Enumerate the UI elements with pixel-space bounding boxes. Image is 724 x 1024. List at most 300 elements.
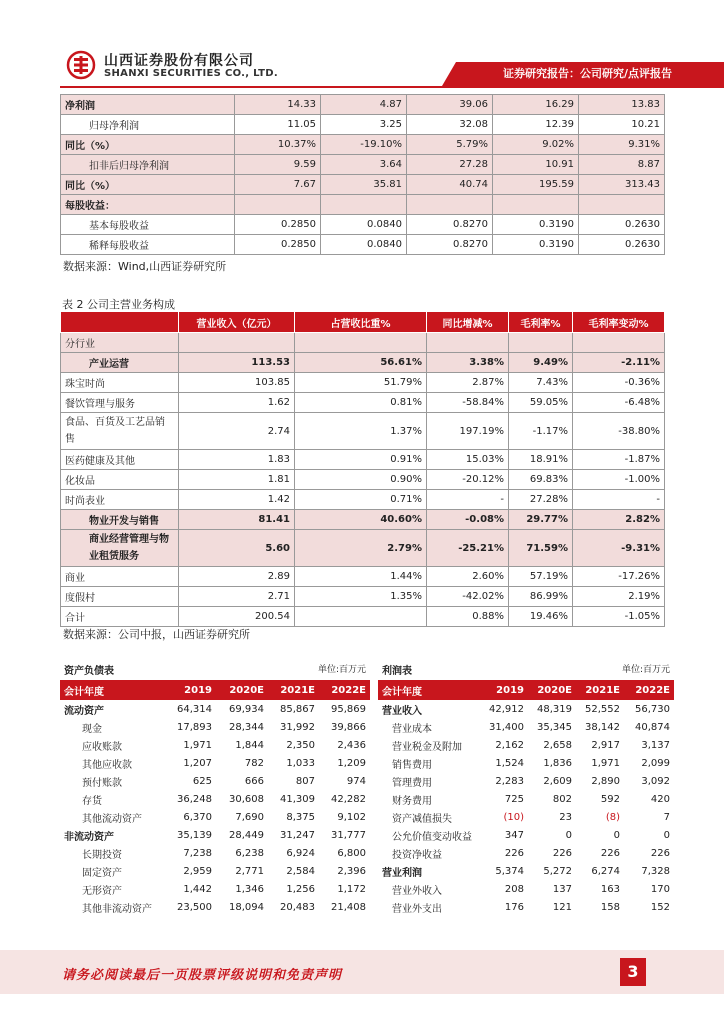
table-cell: 7.67: [235, 175, 321, 195]
table-cell: 81.41: [179, 510, 295, 530]
table-cell: 0.2630: [579, 215, 665, 235]
row-label: 应收账款: [82, 741, 122, 753]
table-cell: -: [427, 490, 509, 510]
table-cell: (8): [605, 811, 620, 823]
table-cell: 4.87: [321, 95, 407, 115]
table-cell: [573, 333, 665, 353]
report-type-banner: 证券研究报告：公司研究/点评报告: [456, 62, 724, 86]
table-cell: 121: [552, 901, 572, 913]
table-row: [60, 862, 370, 880]
row-label: 合计: [61, 607, 179, 627]
table-row: [61, 195, 665, 215]
row-label: 产业运营: [61, 353, 179, 373]
table-cell: 71.59%: [509, 530, 573, 567]
table-cell: 2,283: [495, 775, 524, 787]
table-cell: 18.91%: [509, 450, 573, 470]
row-label: 度假村: [61, 587, 179, 607]
row-label: 珠宝时尚: [61, 373, 179, 393]
table-cell: 95,869: [331, 703, 366, 715]
table-cell: [579, 195, 665, 215]
table-cell: 9.49%: [509, 353, 573, 373]
table-cell: 86.99%: [509, 587, 573, 607]
table-cell: 1.35%: [295, 587, 427, 607]
table-cell: 48,319: [537, 703, 572, 715]
table-row: [61, 490, 665, 510]
profit-summary-table: [60, 94, 665, 255]
table-cell: 42,282: [331, 793, 366, 805]
table-cell: 7,328: [641, 865, 670, 877]
table-cell: 42,912: [489, 703, 524, 715]
table-cell: 31,247: [280, 829, 315, 841]
table-cell: 0: [663, 829, 670, 841]
table-cell: 0.88%: [427, 607, 509, 627]
table-cell: 1,836: [543, 757, 572, 769]
income-statement-title: 利润表: [382, 666, 412, 677]
table-row: [378, 844, 674, 862]
table-row: [60, 826, 370, 844]
row-label: 物业开发与销售: [61, 510, 179, 530]
table-row: [61, 413, 665, 450]
table-cell: 1,172: [337, 883, 366, 895]
column-header: 同比增减%: [427, 312, 509, 333]
table-cell: 5,272: [543, 865, 572, 877]
table-row: [61, 155, 665, 175]
table-cell: 7.43%: [509, 373, 573, 393]
balance-sheet-unit: 单位:百万元: [317, 665, 366, 675]
table-cell: 3,092: [641, 775, 670, 787]
table-cell: 32.08: [407, 115, 493, 135]
table-cell: 13.83: [579, 95, 665, 115]
table-cell: 5,374: [495, 865, 524, 877]
table-cell: 28,344: [229, 721, 264, 733]
table-cell: 2,436: [337, 739, 366, 751]
table-row: [60, 718, 370, 736]
table-cell: [427, 333, 509, 353]
table-cell: 0.91%: [295, 450, 427, 470]
table-row: [60, 880, 370, 898]
table-row: [60, 772, 370, 790]
table-cell: 2,959: [183, 865, 212, 877]
header-row: [378, 680, 674, 700]
table-cell: 35.81: [321, 175, 407, 195]
table-cell: -1.00%: [573, 470, 665, 490]
table-cell: 12.39: [493, 115, 579, 135]
table-cell: 137: [552, 883, 572, 895]
table-cell: [321, 195, 407, 215]
table-cell: 7,690: [235, 811, 264, 823]
table-row: [378, 700, 674, 718]
row-label: 基本每股收益: [61, 215, 235, 235]
table-cell: 782: [244, 757, 264, 769]
table-cell: 56.61%: [295, 353, 427, 373]
table-cell: 10.91: [493, 155, 579, 175]
row-label: 公允价值变动收益: [392, 831, 472, 843]
table-cell: 35,345: [537, 721, 572, 733]
table-cell: 0.0840: [321, 215, 407, 235]
disclaimer-text: 请务必阅读最后一页股票评级说明和免责声明: [62, 968, 343, 983]
row-label: 预付账款: [82, 777, 122, 789]
table-cell: 28,449: [229, 829, 264, 841]
table-row: [60, 700, 370, 718]
table-cell: 0.2630: [579, 235, 665, 255]
table-cell: 2.82%: [573, 510, 665, 530]
table-cell: 208: [504, 883, 524, 895]
table-row: [60, 790, 370, 808]
table-row: [61, 450, 665, 470]
row-label: 同比（%）: [61, 135, 235, 155]
table-cell: -2.11%: [573, 353, 665, 373]
table-cell: [407, 195, 493, 215]
table-row: [378, 718, 674, 736]
row-label: 营业成本: [392, 723, 432, 735]
table-cell: 27.28: [407, 155, 493, 175]
table-cell: 52,552: [585, 703, 620, 715]
row-label: 投资净收益: [392, 849, 442, 861]
table-cell: 6,800: [337, 847, 366, 859]
table-cell: 2.74: [179, 413, 295, 450]
row-label: 时尚表业: [61, 490, 179, 510]
table-cell: 38,142: [585, 721, 620, 733]
table-cell: -: [573, 490, 665, 510]
table-cell: [179, 333, 295, 353]
table-cell: 16.29: [493, 95, 579, 115]
table-cell: 1.62: [179, 393, 295, 413]
table-cell: 1,207: [183, 757, 212, 769]
table-cell: 1.37%: [295, 413, 427, 450]
table-row: [61, 115, 665, 135]
table-cell: 85,867: [280, 703, 315, 715]
table-cell: 14.33: [235, 95, 321, 115]
row-label: 营业利润: [382, 867, 422, 879]
table-cell: 69.83%: [509, 470, 573, 490]
table-cell: 1.81: [179, 470, 295, 490]
table-cell: 7,238: [183, 847, 212, 859]
year-header: 2021E: [576, 680, 624, 700]
table-cell: 152: [650, 901, 670, 913]
table-cell: 2.79%: [295, 530, 427, 567]
table-cell: 6,924: [286, 847, 315, 859]
table-row: [60, 898, 370, 916]
row-label: 同比（%）: [61, 175, 235, 195]
year-header: 2022E: [319, 680, 370, 700]
table-cell: 11.05: [235, 115, 321, 135]
table-row: [378, 754, 674, 772]
table-row: [378, 772, 674, 790]
table-cell: -1.87%: [573, 450, 665, 470]
table-row: [60, 808, 370, 826]
table-cell: 30,608: [229, 793, 264, 805]
table-cell: 347: [504, 829, 524, 841]
table-cell: 6,370: [183, 811, 212, 823]
row-label: 每股收益：: [61, 195, 235, 215]
table-cell: 31,777: [331, 829, 366, 841]
table-row: [61, 530, 665, 567]
table-cell: 420: [650, 793, 670, 805]
table-cell: 15.03%: [427, 450, 509, 470]
table-cell: 1,524: [495, 757, 524, 769]
table-cell: [295, 607, 427, 627]
table-cell: 39,866: [331, 721, 366, 733]
income-statement-unit: 单位:百万元: [621, 665, 670, 675]
table-cell: 1,256: [286, 883, 315, 895]
table-cell: -20.12%: [427, 470, 509, 490]
table-cell: 40.74: [407, 175, 493, 195]
table-cell: (10): [503, 811, 524, 823]
table-cell: 1.42: [179, 490, 295, 510]
row-label: 食品、百货及工艺品销售: [61, 413, 179, 450]
table-cell: 1.44%: [295, 567, 427, 587]
table-cell: [493, 195, 579, 215]
table-cell: 158: [600, 901, 620, 913]
table-row: [61, 353, 665, 373]
table-cell: 5.79%: [407, 135, 493, 155]
table-cell: 10.21: [579, 115, 665, 135]
table-row: [61, 470, 665, 490]
year-header: 2021E: [268, 680, 319, 700]
page-header: [0, 0, 724, 92]
year-header: 2020E: [528, 680, 576, 700]
row-label: 销售费用: [392, 759, 432, 771]
table-row: [378, 880, 674, 898]
year-header: 2019: [166, 680, 216, 700]
table-cell: 2,609: [543, 775, 572, 787]
table-cell: 0: [565, 829, 572, 841]
row-label: 医药健康及其他: [61, 450, 179, 470]
row-label: 现金: [82, 723, 102, 735]
table2-title: 表 2 公司主营业务构成: [62, 298, 175, 311]
table-cell: 2,099: [641, 757, 670, 769]
page-footer: [0, 950, 724, 994]
table-cell: 31,400: [489, 721, 524, 733]
table-cell: 0.81%: [295, 393, 427, 413]
table-cell: 0: [613, 829, 620, 841]
company-logo-icon: [66, 50, 96, 80]
table-cell: 2.19%: [573, 587, 665, 607]
table-cell: 3,137: [641, 739, 670, 751]
table-cell: [295, 333, 427, 353]
table-row: [60, 736, 370, 754]
table-cell: 59.05%: [509, 393, 573, 413]
balance-sheet-title: 资产负债表: [64, 666, 114, 677]
row-label: 归母净利润: [61, 115, 235, 135]
table-cell: 226: [600, 847, 620, 859]
table-cell: 2.89: [179, 567, 295, 587]
company-name-cn: 山西证券股份有限公司: [104, 53, 254, 69]
table-cell: 200.54: [179, 607, 295, 627]
table-cell: 163: [600, 883, 620, 895]
row-label: 商业经营管理与物业租赁服务: [61, 530, 179, 567]
table-cell: -0.36%: [573, 373, 665, 393]
row-label: 稀释每股收益: [61, 235, 235, 255]
row-label: 财务费用: [392, 795, 432, 807]
table-cell: 0.3190: [493, 235, 579, 255]
row-label: 无形资产: [82, 885, 122, 897]
table-cell: 6,238: [235, 847, 264, 859]
table-cell: 2,658: [543, 739, 572, 751]
table-cell: 1,971: [183, 739, 212, 751]
row-label: 化妆品: [61, 470, 179, 490]
table-cell: 807: [295, 775, 315, 787]
table-row: [61, 333, 665, 353]
table-cell: 313.43: [579, 175, 665, 195]
header-label: 会计年度: [60, 680, 166, 700]
table-cell: 2.60%: [427, 567, 509, 587]
table-row: [61, 215, 665, 235]
table-cell: 3.25: [321, 115, 407, 135]
year-header: 2022E: [624, 680, 674, 700]
table-cell: 1,442: [183, 883, 212, 895]
table-row: [61, 393, 665, 413]
table-cell: 2,396: [337, 865, 366, 877]
table-row: [61, 587, 665, 607]
table-cell: 5.60: [179, 530, 295, 567]
table-cell: 0.8270: [407, 235, 493, 255]
table-cell: -0.08%: [427, 510, 509, 530]
table-cell: 195.59: [493, 175, 579, 195]
table-row: [60, 754, 370, 772]
row-label: 固定资产: [82, 867, 122, 879]
table-cell: 3.64: [321, 155, 407, 175]
table-cell: 10.37%: [235, 135, 321, 155]
table-cell: 103.85: [179, 373, 295, 393]
row-label: 扣非后归母净利润: [61, 155, 235, 175]
table-cell: 1,844: [235, 739, 264, 751]
table-row: [378, 862, 674, 880]
table-cell: -1.05%: [573, 607, 665, 627]
table-cell: 51.79%: [295, 373, 427, 393]
row-label: 资产减值损失: [392, 813, 452, 825]
table-cell: 1,971: [591, 757, 620, 769]
row-label: 净利润: [61, 95, 235, 115]
balance-sheet-table: [60, 680, 370, 916]
row-label: 商业: [61, 567, 179, 587]
year-header: 2020E: [216, 680, 268, 700]
table-cell: 56,730: [635, 703, 670, 715]
table-cell: 0.0840: [321, 235, 407, 255]
table-row: [61, 235, 665, 255]
table-cell: 170: [650, 883, 670, 895]
table-cell: -38.80%: [573, 413, 665, 450]
table-cell: 2,584: [286, 865, 315, 877]
table-row: [61, 567, 665, 587]
table-cell: 40.60%: [295, 510, 427, 530]
table-cell: 974: [346, 775, 366, 787]
table-cell: -17.26%: [573, 567, 665, 587]
table-cell: 64,314: [177, 703, 212, 715]
table-row: [378, 898, 674, 916]
table-cell: 2,917: [591, 739, 620, 751]
table-cell: 0.3190: [493, 215, 579, 235]
table-cell: 9.02%: [493, 135, 579, 155]
table-cell: 8,375: [286, 811, 315, 823]
table-cell: 666: [244, 775, 264, 787]
table-cell: 21,408: [331, 901, 366, 913]
row-label: 其他应收款: [82, 759, 132, 771]
table-cell: 2,162: [495, 739, 524, 751]
table-row: [378, 826, 674, 844]
row-label: 非流动资产: [64, 831, 114, 843]
table-cell: 2.87%: [427, 373, 509, 393]
table-cell: 8.87: [579, 155, 665, 175]
table-cell: 19.46%: [509, 607, 573, 627]
table-row: [61, 607, 665, 627]
table-cell: 69,934: [229, 703, 264, 715]
table-cell: 9.59: [235, 155, 321, 175]
table-cell: 113.53: [179, 353, 295, 373]
table-cell: 2,771: [235, 865, 264, 877]
table-row: [378, 736, 674, 754]
table-cell: 29.77%: [509, 510, 573, 530]
table-row: [61, 510, 665, 530]
table-cell: 1.83: [179, 450, 295, 470]
row-label: 长期投资: [82, 849, 122, 861]
table-cell: 6,274: [591, 865, 620, 877]
row-label: 营业外收入: [392, 885, 442, 897]
table-cell: 23,500: [177, 901, 212, 913]
table-row: [61, 175, 665, 195]
table-cell: 23: [559, 811, 572, 823]
table-cell: 2.71: [179, 587, 295, 607]
table-cell: 1,033: [286, 757, 315, 769]
table1-source: 数据来源：Wind,山西证券研究所: [63, 260, 227, 273]
table-cell: 0.71%: [295, 490, 427, 510]
table-cell: 40,874: [635, 721, 670, 733]
row-label: 分行业: [61, 333, 179, 353]
table-cell: 592: [600, 793, 620, 805]
table-cell: [235, 195, 321, 215]
table-cell: -1.17%: [509, 413, 573, 450]
row-label: 存货: [82, 795, 102, 807]
table-cell: 18,094: [229, 901, 264, 913]
income-statement-table: [378, 680, 674, 916]
table-cell: -9.31%: [573, 530, 665, 567]
table-cell: 39.06: [407, 95, 493, 115]
table-cell: 31,992: [280, 721, 315, 733]
table-cell: 41,309: [280, 793, 315, 805]
table-cell: 1,346: [235, 883, 264, 895]
table-cell: 3.38%: [427, 353, 509, 373]
header-row: [60, 680, 370, 700]
row-label: 营业外支出: [392, 903, 442, 915]
table-cell: -19.10%: [321, 135, 407, 155]
table-cell: 226: [650, 847, 670, 859]
row-label: 餐饮管理与服务: [61, 393, 179, 413]
table-cell: 197.19%: [427, 413, 509, 450]
row-label: 流动资产: [64, 705, 104, 717]
row-label: 其他非流动资产: [82, 903, 152, 915]
table2-source: 数据来源：公司中报，山西证券研究所: [63, 628, 250, 641]
business-composition-table: [60, 311, 665, 627]
row-label: 其他流动资产: [82, 813, 142, 825]
table-cell: 725: [504, 793, 524, 805]
column-header: 毛利率变动%: [573, 312, 665, 333]
table-cell: 2,350: [286, 739, 315, 751]
table-row: [61, 95, 665, 115]
table-cell: 226: [552, 847, 572, 859]
table-cell: 0.2850: [235, 235, 321, 255]
row-label: 营业税金及附加: [392, 741, 462, 753]
table-row: [60, 844, 370, 862]
table-cell: 57.19%: [509, 567, 573, 587]
table-cell: 1,209: [337, 757, 366, 769]
column-header: 营业收入（亿元）: [179, 312, 295, 333]
column-header: 占营收比重%: [295, 312, 427, 333]
table-cell: 625: [192, 775, 212, 787]
table-cell: -58.84%: [427, 393, 509, 413]
row-label: 管理费用: [392, 777, 432, 789]
table-cell: -25.21%: [427, 530, 509, 567]
table-row: [61, 373, 665, 393]
